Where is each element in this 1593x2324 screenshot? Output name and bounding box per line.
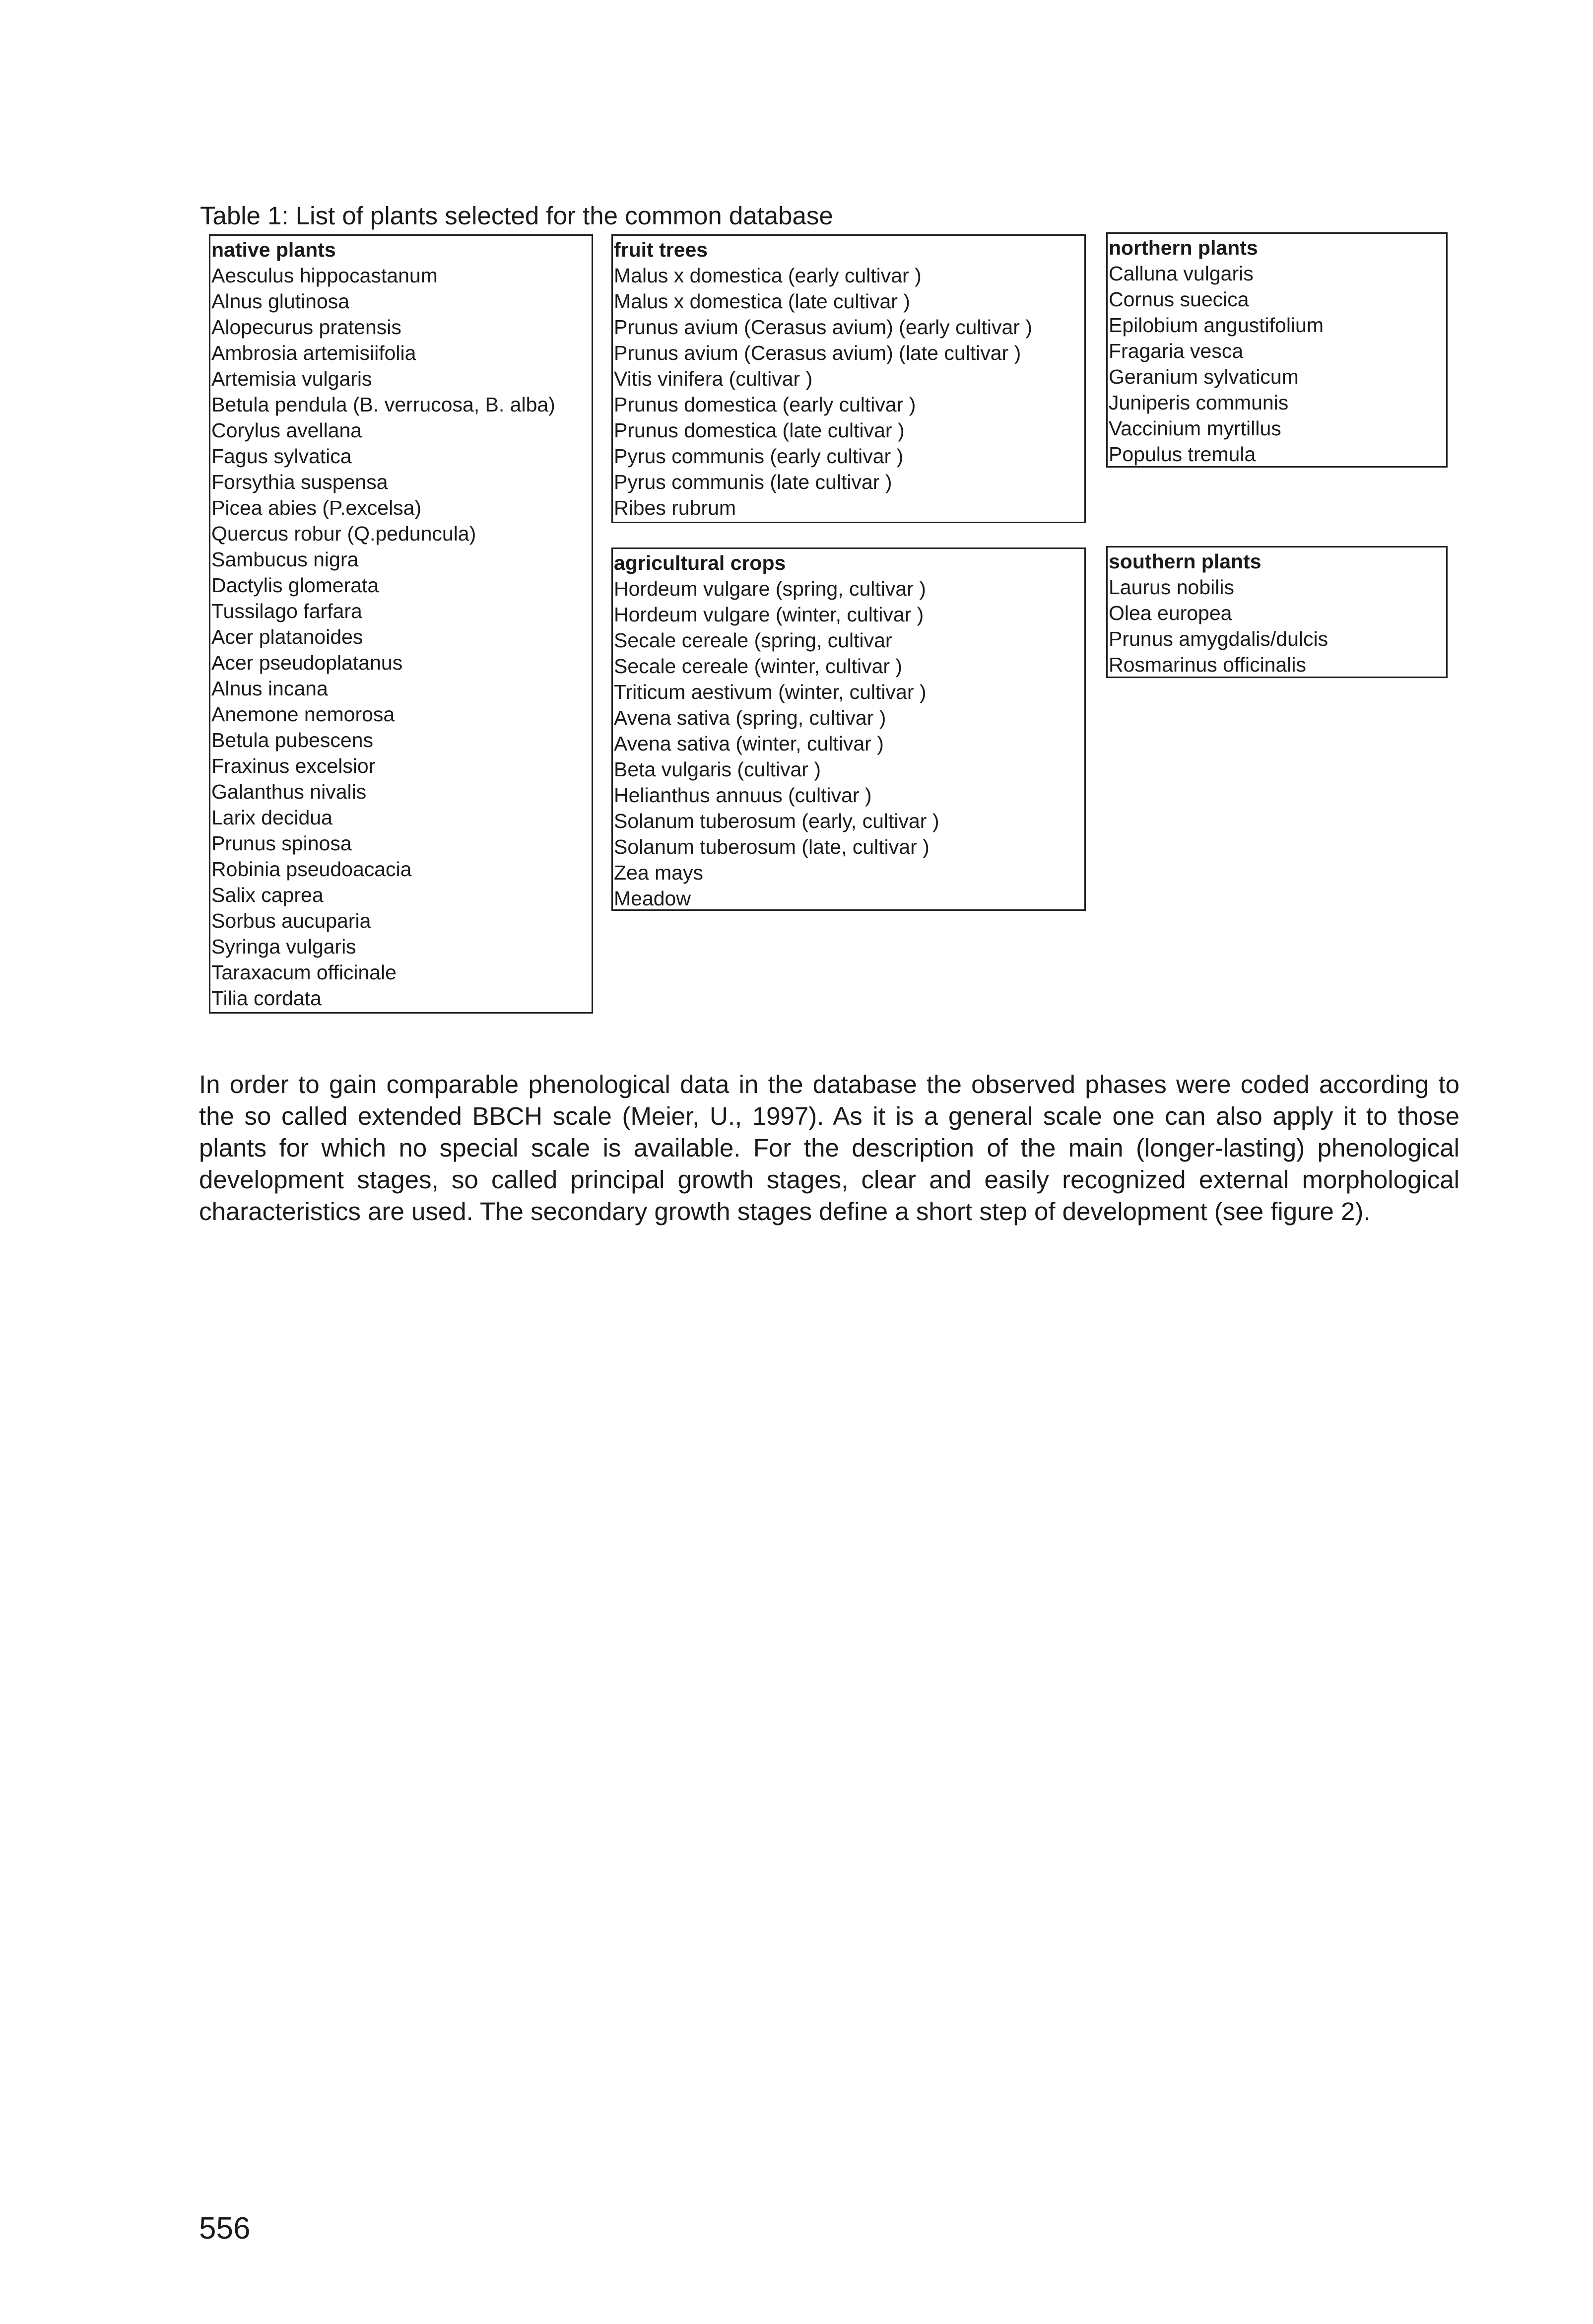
list-item: Solanum tuberosum (late, cultivar ) [614, 835, 929, 858]
list-item: Prunus avium (Cerasus avium) (early cultivar ) [614, 316, 1033, 339]
list-item: Forsythia suspensa [211, 471, 388, 493]
list-item: Solanum tuberosum (early, cultivar ) [614, 810, 939, 832]
list-item: Quercus robur (Q.peduncula) [211, 522, 476, 545]
list-item: Triticum aestivum (winter, cultivar ) [614, 681, 927, 703]
list-item: Epilobium angustifolium [1109, 314, 1324, 337]
northern-plants-box [1106, 232, 1448, 468]
list-item: Corylus avellana [211, 419, 362, 442]
list-item: Avena sativa (winter, cultivar ) [614, 732, 884, 755]
list-item: Meadow [614, 887, 691, 910]
list-item: Hordeum vulgare (spring, cultivar ) [614, 577, 926, 600]
table-caption: Table 1: List of plants selected for the common database [200, 202, 833, 230]
southern-plants-box [1106, 546, 1448, 678]
list-item: Sambucus nigra [211, 548, 359, 571]
list-item: Helianthus annuus (cultivar ) [614, 784, 872, 807]
list-item: Malus x domestica (late cultivar ) [614, 290, 910, 313]
list-item: Secale cereale (spring, cultivar [614, 629, 892, 652]
list-item: Rosmarinus officinalis [1109, 653, 1307, 676]
northern-plants-header: northern plants [1109, 236, 1258, 259]
native-plants-box [209, 234, 593, 1014]
list-item: Picea abies (P.excelsa) [211, 496, 422, 519]
list-item: Tilia cordata [211, 987, 322, 1010]
list-item: Pyrus communis (early cultivar ) [614, 445, 904, 468]
list-item: Fagus sylvatica [211, 445, 352, 468]
list-item: Juniperis communis [1109, 391, 1289, 414]
list-item: Salix caprea [211, 884, 324, 906]
list-item: Laurus nobilis [1109, 576, 1234, 599]
southern-plants-list [1109, 574, 1446, 678]
agricultural-crops-list [614, 576, 1084, 911]
list-item: Acer pseudoplatanus [211, 651, 403, 674]
list-item: Prunus spinosa [211, 832, 352, 855]
list-item: Betula pubescens [211, 729, 373, 752]
native-plants-list [211, 263, 592, 1011]
list-item: Prunus amygdalis/dulcis [1109, 627, 1328, 650]
list-item: Dactylis glomerata [211, 574, 379, 597]
list-item: Syringa vulgaris [211, 935, 356, 958]
list-item: Secale cereale (winter, cultivar ) [614, 655, 903, 678]
fruit-trees-list [614, 263, 1084, 521]
list-item: Olea europea [1109, 602, 1232, 624]
list-item: Aesculus hippocastanum [211, 264, 438, 287]
list-item: Larix decidua [211, 806, 332, 829]
southern-plants-header: southern plants [1109, 550, 1261, 573]
list-item: Cornus suecica [1109, 288, 1249, 311]
list-item: Robinia pseudoacacia [211, 858, 412, 881]
agricultural-crops-box [611, 547, 1086, 911]
body-paragraph: In order to gain comparable phenological data in the database the observed phases were coded according to the so called extended BBCH scale (Meier, U., 1997). As it is a general scale one can also apply it to those plants for which no special scale is available. For the description of the main (longer-lasting) phenological development stages, so called principal growth stages, clear and easily recognized external morphological characteristics are used. The secondary growth stages define a short step of development (see figure 2). [199, 1070, 1460, 1226]
list-item: Vitis vinifera (cultivar ) [614, 367, 813, 390]
list-item: Vaccinium myrtillus [1109, 417, 1281, 440]
list-item: Alnus glutinosa [211, 290, 350, 313]
list-item: Alopecurus pratensis [211, 316, 401, 339]
list-item: Artemisia vulgaris [211, 367, 372, 390]
list-item: Taraxacum officinale [211, 961, 397, 984]
list-item: Pyrus communis (late cultivar ) [614, 471, 892, 493]
list-item: Galanthus nivalis [211, 780, 367, 803]
list-item: Fragaria vesca [1109, 340, 1244, 362]
list-item: Fraxinus excelsior [211, 754, 376, 777]
list-item: Populus tremula [1109, 443, 1256, 466]
list-item: Geranium sylvaticum [1109, 365, 1299, 388]
list-item: Zea mays [614, 861, 703, 884]
list-item: Prunus domestica (early cultivar ) [614, 393, 916, 416]
list-item: Prunus avium (Cerasus avium) (late cultivar ) [614, 342, 1021, 364]
list-item: Alnus incana [211, 677, 328, 700]
list-item: Prunus domestica (late cultivar ) [614, 419, 905, 442]
native-plants-header: native plants [211, 238, 336, 261]
northern-plants-list [1109, 261, 1446, 467]
list-item: Tussilago farfara [211, 600, 362, 622]
agricultural-crops-header: agricultural crops [614, 551, 786, 574]
list-item: Beta vulgaris (cultivar ) [614, 758, 821, 781]
fruit-trees-header: fruit trees [614, 238, 708, 261]
list-item: Calluna vulgaris [1109, 262, 1254, 285]
list-item: Sorbus aucuparia [211, 909, 371, 932]
list-item: Ribes rubrum [614, 496, 736, 519]
list-item: Acer platanoides [211, 625, 363, 648]
fruit-trees-box [611, 234, 1086, 523]
page-number: 556 [199, 2211, 251, 2246]
list-item: Betula pendula (B. verrucosa, B. alba) [211, 393, 555, 416]
list-item: Avena sativa (spring, cultivar ) [614, 706, 886, 729]
list-item: Ambrosia artemisiifolia [211, 342, 416, 364]
list-item: Hordeum vulgare (winter, cultivar ) [614, 603, 924, 626]
list-item: Anemone nemorosa [211, 703, 395, 726]
list-item: Malus x domestica (early cultivar ) [614, 264, 922, 287]
